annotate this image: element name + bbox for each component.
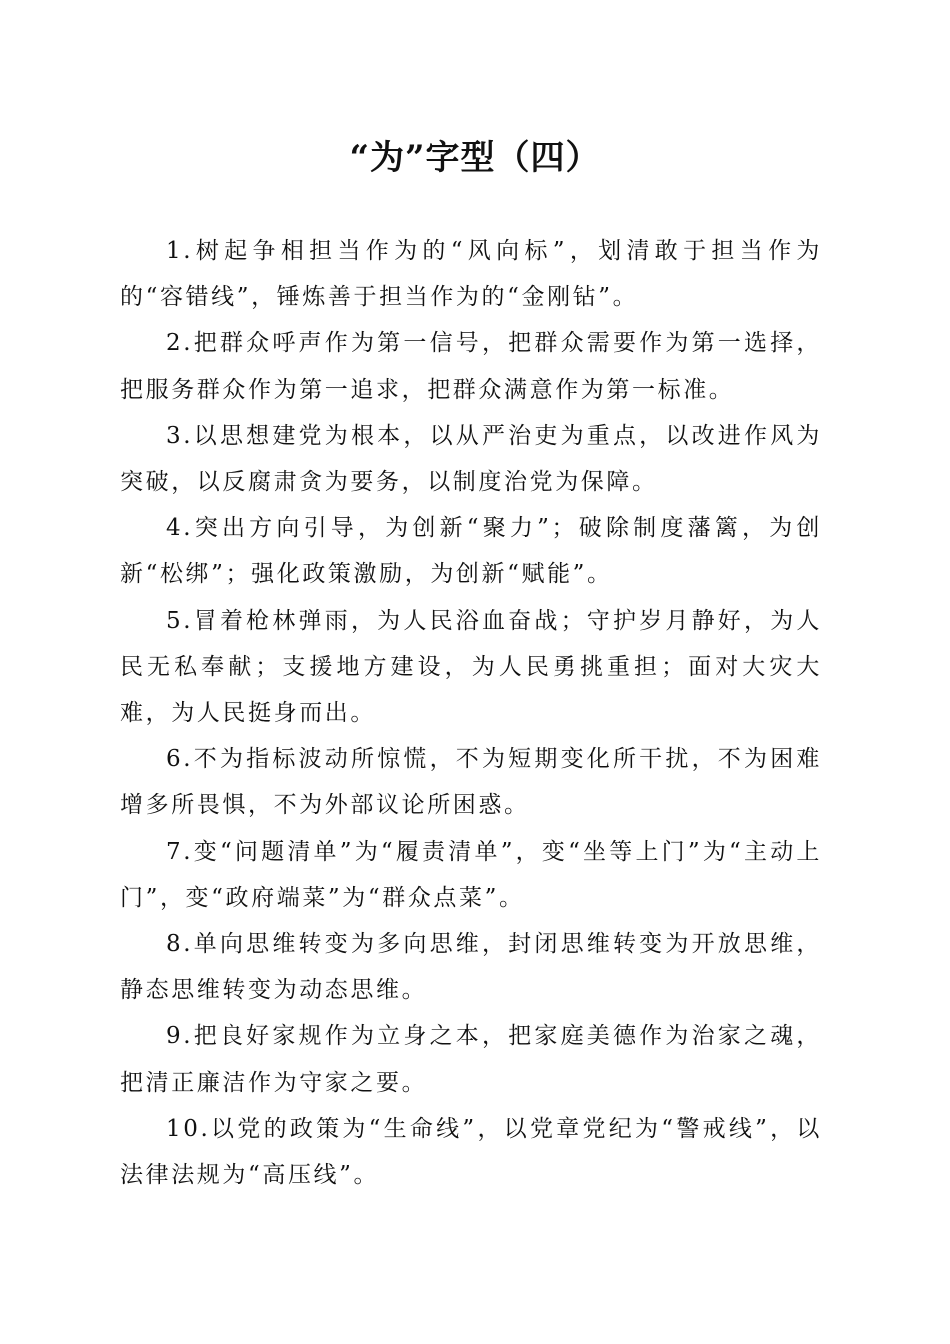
paragraph-9: 9.把良好家规作为立身之本，把家庭美德作为治家之魂，把清正廉洁作为守家之要。 [120,1023,822,1096]
document-body [120,228,822,1198]
paragraph-8: 8.单向思维转变为多向思维，封闭思维转变为开放思维，静态思维转变为动态思维。 [120,931,822,1004]
paragraph-6: 6.不为指标波动所惊慌，不为短期变化所干扰，不为困难增多所畏惧，不为外部议论所困惑。 [120,746,822,819]
document-title: “为”字型（四） [349,138,601,178]
paragraph-3: 3.以思想建党为根本，以从严治吏为重点，以改进作风为突破，以反腐肃贪为要务，以制度治党为保障。 [120,422,822,496]
paragraph-4: 4.突出方向引导，为创新“聚力”；破除制度藩篱，为创新“松绑”；强化政策激励，为创新“赋能”。 [120,515,822,588]
paragraph-7: 7.变“问题清单”为“履责清单”，变“坐等上门”为“主动上门”，变“政府端菜”为“群众点菜”。 [120,838,822,911]
paragraph-1: 1.树起争相担当作为的“风向标”，划清敢于担当作为的“容错线”，锤炼善于担当作为的“金刚钻”。 [120,238,822,311]
paragraph-10: 10.以党的政策为“生命线”，以党章党纪为“警戒线”，以法律法规为“高压线”。 [120,1115,822,1189]
paragraph-5: 5.冒着枪林弹雨，为人民浴血奋战；守护岁月静好，为人民无私奉献；支援地方建设，为人民勇挑重担；面对大灾大难，为人民挺身而出。 [120,607,822,727]
paragraph-2: 2.把群众呼声作为第一信号，把群众需要作为第一选择，把服务群众作为第一追求，把群众满意作为第一标准。 [120,330,822,403]
